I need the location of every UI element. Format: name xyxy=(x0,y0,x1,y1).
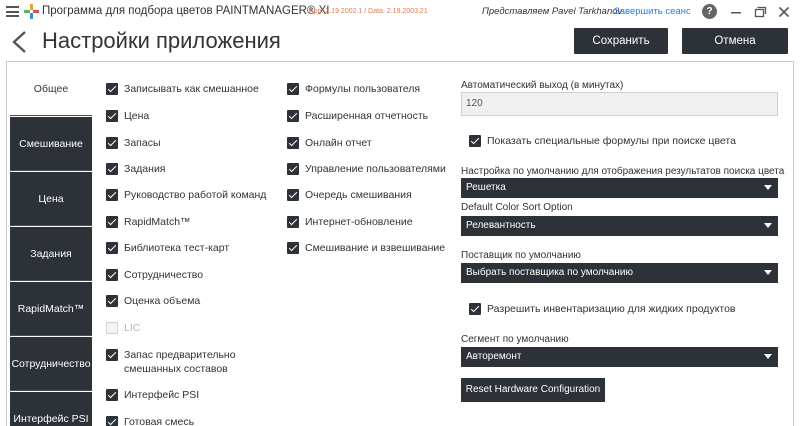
checkbox[interactable] xyxy=(106,349,118,361)
option-show-special-formulas[interactable] xyxy=(469,134,736,148)
option-user-management[interactable] xyxy=(287,162,446,176)
back-arrow-icon[interactable] xyxy=(10,30,30,54)
minimize-icon[interactable] xyxy=(728,4,744,20)
option-ready-mix[interactable] xyxy=(106,415,194,426)
option-record-as-mixed[interactable] xyxy=(106,82,259,96)
page-title: Настройки приложения xyxy=(42,28,281,53)
checkbox[interactable] xyxy=(106,189,118,201)
chevron-down-icon xyxy=(764,185,772,190)
tab-general[interactable]: Общее xyxy=(10,62,92,116)
option-label: Смешивание и взвешивание xyxy=(305,242,446,254)
option-online-report[interactable] xyxy=(287,136,372,150)
option-label: LIC xyxy=(124,322,141,334)
option-label: Интернет-обновление xyxy=(305,216,413,228)
tab-jobs[interactable]: Задания xyxy=(10,227,92,281)
logout-link[interactable]: Завершить сеанс xyxy=(614,6,691,17)
option-label: RapidMatch™ xyxy=(124,216,191,228)
default-supplier-select[interactable] xyxy=(461,263,778,283)
checkbox[interactable] xyxy=(106,216,118,228)
option-user-formulas[interactable] xyxy=(287,82,420,96)
option-team-management[interactable] xyxy=(106,188,266,202)
option-label: Сотрудничество xyxy=(124,269,204,281)
auto-logout-label: Автоматический выход (в минутах) xyxy=(461,80,624,91)
checkbox[interactable] xyxy=(106,269,118,281)
tab-psi-interface[interactable]: Интерфейс PSI xyxy=(10,392,92,426)
option-psi-interface[interactable] xyxy=(106,388,199,402)
checkbox[interactable] xyxy=(106,389,118,401)
option-label: Записывать как смешанное xyxy=(124,83,259,95)
chevron-down-icon xyxy=(764,270,772,275)
checkbox[interactable] xyxy=(106,163,118,175)
checkbox[interactable] xyxy=(106,110,118,122)
checkbox[interactable] xyxy=(287,83,299,95)
chevron-down-icon xyxy=(764,223,772,228)
checkbox[interactable] xyxy=(106,295,118,307)
help-icon[interactable]: ? xyxy=(702,4,717,19)
option-lic[interactable] xyxy=(106,321,140,335)
default-display-label: Настройка по умолчанию для отображения результатов поиска цвета xyxy=(461,166,785,177)
option-label: Расширенная отчетность xyxy=(305,110,429,122)
reset-hardware-button[interactable]: Reset Hardware Configuration xyxy=(461,378,605,402)
chevron-down-icon xyxy=(764,354,772,359)
checkbox[interactable] xyxy=(287,163,299,175)
option-label: Оценка объема xyxy=(124,295,201,307)
option-label: Формулы пользователя xyxy=(305,83,421,95)
sort-option-label: Default Color Sort Option xyxy=(461,202,573,213)
checkbox[interactable] xyxy=(106,322,118,334)
close-icon[interactable] xyxy=(776,4,792,20)
option-premixed-stock[interactable] xyxy=(106,348,286,376)
checkbox[interactable] xyxy=(106,416,118,426)
option-jobs[interactable] xyxy=(106,162,166,176)
app-title: Программа для подбора цветов PAINTMANAGER® XI xyxy=(42,5,330,17)
hamburger-menu-icon[interactable] xyxy=(6,6,19,17)
option-rapidmatch[interactable] xyxy=(106,215,191,229)
option-label: Управление пользователями xyxy=(305,163,446,175)
checkbox[interactable] xyxy=(287,137,299,149)
tab-price[interactable]: Цена xyxy=(10,172,92,226)
option-volume-estimate[interactable] xyxy=(106,294,200,308)
tab-mixing[interactable]: Смешивание xyxy=(10,117,92,171)
title-bar xyxy=(0,0,800,24)
checkbox[interactable] xyxy=(287,110,299,122)
checkbox[interactable] xyxy=(287,189,299,201)
select-value: Выбрать поставщика по умолчанию xyxy=(466,267,633,278)
tab-collaboration[interactable]: Сотрудничество xyxy=(10,337,92,391)
sidebar xyxy=(10,62,92,426)
option-internet-update[interactable] xyxy=(287,215,413,229)
option-test-card-library[interactable] xyxy=(106,241,229,255)
checkbox[interactable] xyxy=(469,135,481,147)
option-allow-inventory[interactable] xyxy=(469,302,736,316)
select-value: Авторемонт xyxy=(466,351,522,362)
cancel-button[interactable]: Отмена xyxy=(682,28,788,54)
option-inventory[interactable] xyxy=(106,136,161,150)
option-mixing-queue[interactable] xyxy=(287,188,412,202)
option-mix-and-weigh[interactable] xyxy=(287,241,445,255)
option-label: Онлайн отчет xyxy=(305,137,372,149)
checkbox[interactable] xyxy=(287,216,299,228)
default-display-select[interactable] xyxy=(461,178,778,198)
app-version: App: 2.19.2002.1 / Data: 2.19.2003.21 xyxy=(309,8,428,15)
checkbox[interactable] xyxy=(106,83,118,95)
default-segment-select[interactable] xyxy=(461,347,778,367)
checkbox[interactable] xyxy=(106,137,118,149)
option-label: Задания xyxy=(124,163,166,175)
option-label: Руководство работой команд xyxy=(124,189,267,201)
select-value: Решетка xyxy=(466,182,506,193)
user-label: Представляем Pavel Tarkhanov xyxy=(482,6,623,17)
select-value: Релевантность xyxy=(466,220,536,231)
checkbox[interactable] xyxy=(469,303,481,315)
option-label: Интерфейс PSI xyxy=(124,389,200,401)
option-label: Готовая смесь xyxy=(124,416,195,426)
option-extended-reporting[interactable] xyxy=(287,109,428,123)
default-supplier-label: Поставщик по умолчанию xyxy=(461,250,581,261)
tab-rapidmatch[interactable]: RapidMatch™ xyxy=(10,282,92,336)
checkbox[interactable] xyxy=(106,242,118,254)
option-label: Библиотека тест-карт xyxy=(124,242,230,254)
option-label: Запас предварительно смешанных составов xyxy=(124,349,236,375)
option-label: Показать специальные формулы при поиске цвета xyxy=(487,135,736,147)
option-label: Запасы xyxy=(124,137,161,149)
checkbox[interactable] xyxy=(287,242,299,254)
option-label: Очередь смешивания xyxy=(305,189,412,201)
paintmanager-logo-icon xyxy=(24,4,39,19)
save-button[interactable]: Сохранить xyxy=(574,28,668,54)
option-label: Цена xyxy=(124,110,150,122)
settings-panel xyxy=(6,61,794,426)
option-price[interactable] xyxy=(106,109,149,123)
option-collaboration[interactable] xyxy=(106,268,203,282)
maximize-icon[interactable] xyxy=(752,4,768,20)
default-segment-label: Сегмент по умолчанию xyxy=(461,334,569,345)
auto-logout-input[interactable]: 120 xyxy=(461,92,778,116)
option-label: Разрешить инвентаризацию для жидких продуктов xyxy=(487,303,736,315)
sort-option-select[interactable] xyxy=(461,216,778,236)
